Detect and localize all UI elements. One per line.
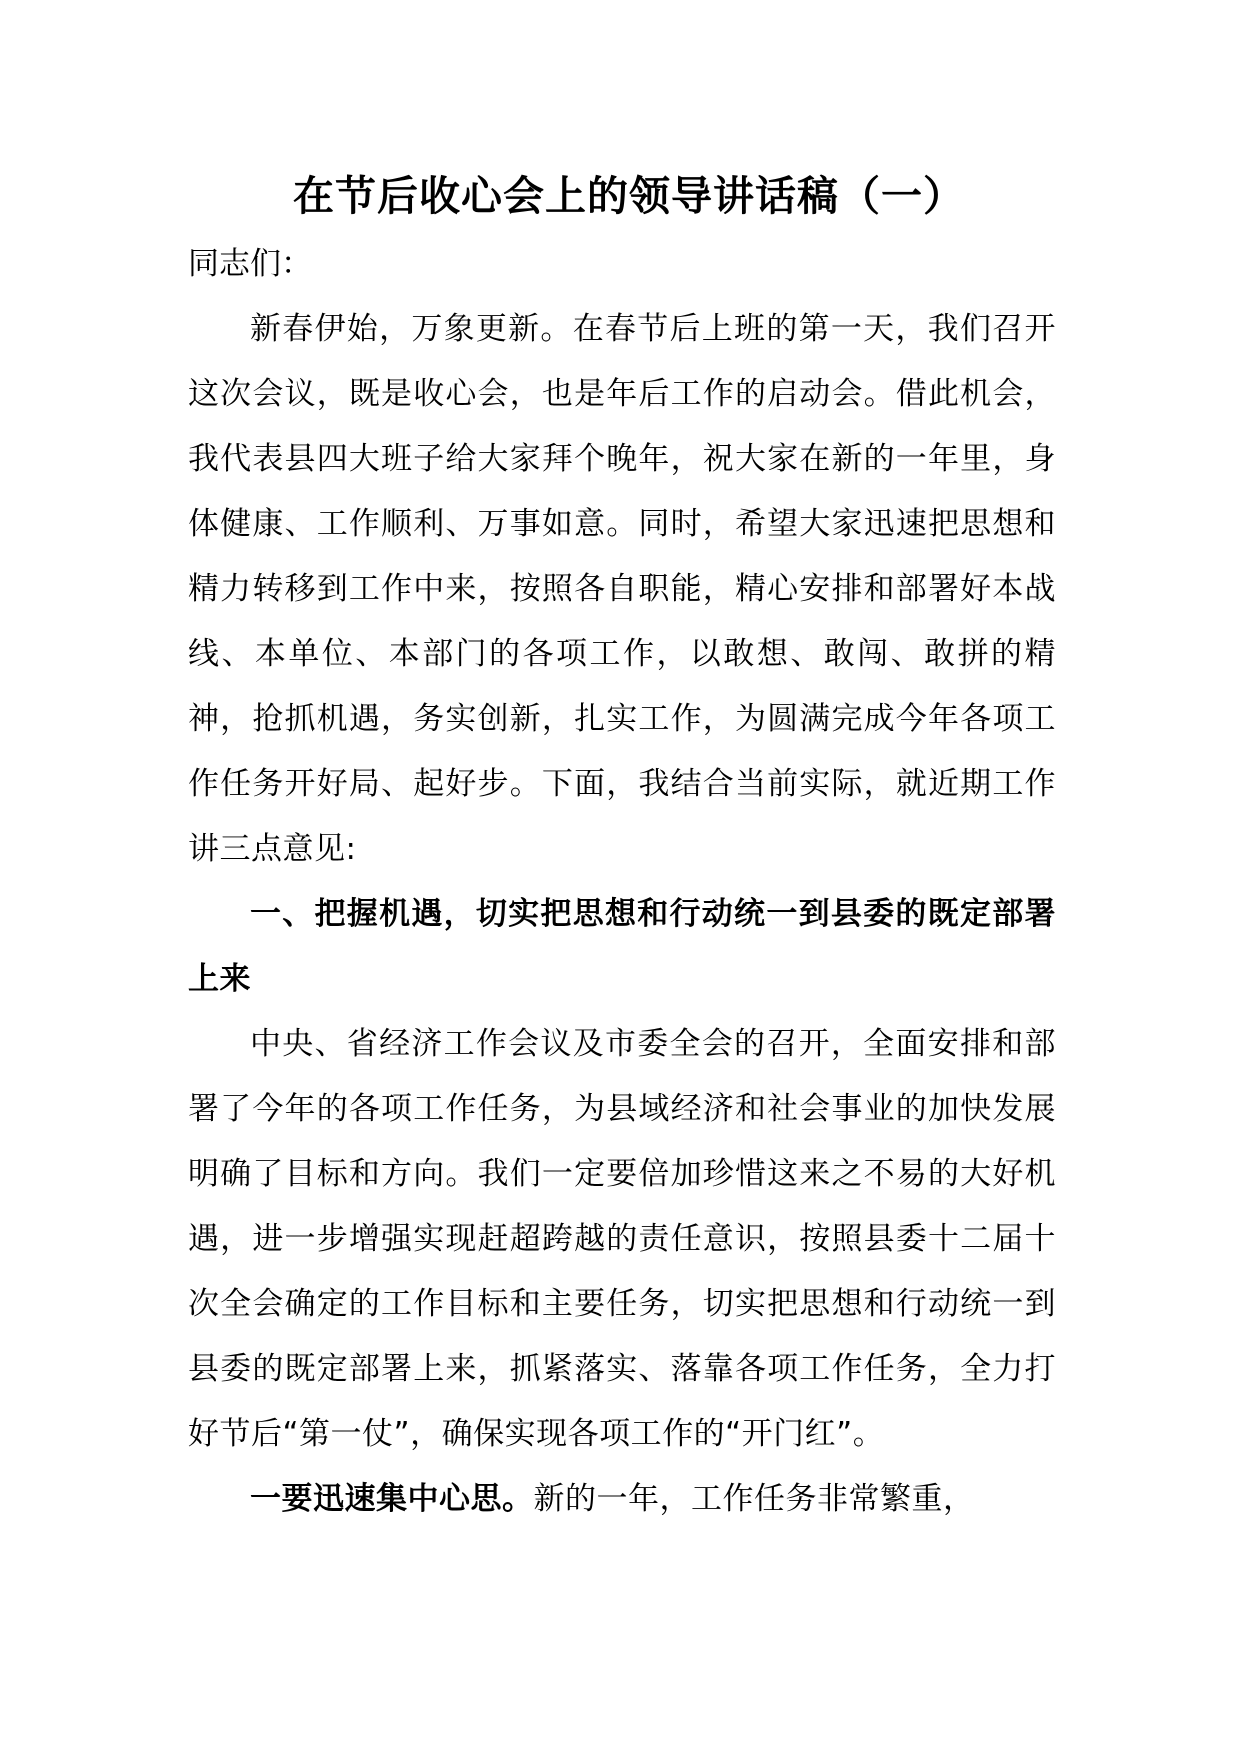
- section-heading: 一、把握机遇，切实把思想和行动统一到县委的既定部署上来: [188, 896, 1056, 997]
- point-one-text: 新的一年，工作任务非常繁重，: [533, 1481, 975, 1517]
- section-paragraph: 中央、省经济工作会议及市委全会的召开，全面安排和部署了今年的各项工作任务，为县域经济和社会事业的加快发展明确了目标和方向。我们一定要倍加珍惜这来之不易的大好机遇，进一步增强实现赶超跨越的责任意识，按照县委十二届十次全会确定的工作目标和主要任务，切实把思想和行动统一到县委的既定部署上来，抓紧落实、落靠各项工作任务，全力打好节后“第一仗”，确保实现各项工作的“开门红”。: [188, 1026, 1056, 1452]
- intro-paragraph: 新春伊始，万象更新。在春节后上班的第一天，我们召开这次会议，既是收心会，也是年后工作的启动会。借此机会，我代表县四大班子给大家拜个晚年，祝大家在新的一年里，身体健康、工作顺利、万事如意。同时，希望大家迅速把思想和精力转移到工作中来，按照各自职能，精心安排和部署好本战线、本单位、本部门的各项工作，以敢想、敢闯、敢拼的精神，抢抓机遇，务实创新，扎实工作，为圆满完成今年各项工作任务开好局、起好步。下面，我结合当前实际，就近期工作讲三点意见:: [188, 311, 1056, 867]
- point-one-paragraph: [188, 1467, 1056, 1532]
- point-one-lead: 一要迅速集中心思。: [250, 1481, 534, 1517]
- document-title: 在节后收心会上的领导讲话稿（一）: [293, 172, 965, 220]
- document-body: [188, 160, 1056, 1532]
- salutation: 同志们：: [188, 246, 312, 282]
